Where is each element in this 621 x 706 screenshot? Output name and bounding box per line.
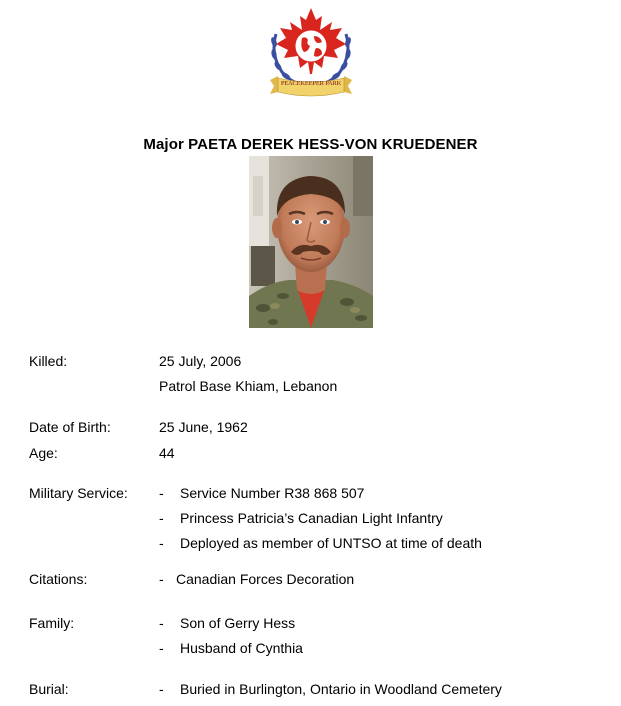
killed-label: Killed:	[29, 353, 68, 369]
list-bullet: -	[159, 535, 164, 551]
burial-label: Burial:	[29, 681, 69, 697]
logo-banner-text: PEACEKEEPER PARK	[280, 80, 342, 87]
killed-date: 25 July, 2006	[159, 353, 242, 369]
page-title: Major PAETA DEREK HESS-VON KRUEDENER	[143, 136, 478, 153]
age-value: 44	[159, 445, 175, 461]
burial-item: Buried in Burlington, Ontario in Woodland Cemetery	[180, 681, 502, 697]
age-label: Age:	[29, 445, 58, 461]
list-bullet: -	[159, 640, 164, 656]
portrait-photo	[249, 156, 373, 328]
family-item: Son of Gerry Hess	[180, 615, 296, 631]
killed-place: Patrol Base Khiam, Lebanon	[159, 378, 338, 394]
military-item: Service Number R38 868 507	[180, 485, 365, 501]
list-bullet: -	[159, 510, 164, 526]
list-bullet: -	[159, 681, 164, 697]
military-item: Deployed as member of UNTSO at time of death	[180, 535, 482, 551]
military-item: Princess Patricia’s Canadian Light Infantry	[180, 510, 443, 526]
birth-label: Date of Birth:	[29, 419, 111, 435]
list-bullet: -	[159, 615, 164, 631]
family-item: Husband of Cynthia	[180, 640, 303, 656]
family-label: Family:	[29, 615, 75, 631]
birth-value: 25 June, 1962	[159, 419, 248, 435]
citations-item: Canadian Forces Decoration	[176, 571, 355, 587]
military-label: Military Service:	[29, 485, 128, 501]
list-bullet: -	[159, 485, 164, 501]
list-bullet: -	[159, 571, 164, 587]
citations-label: Citations:	[29, 571, 88, 587]
portrait-icon	[249, 156, 373, 328]
